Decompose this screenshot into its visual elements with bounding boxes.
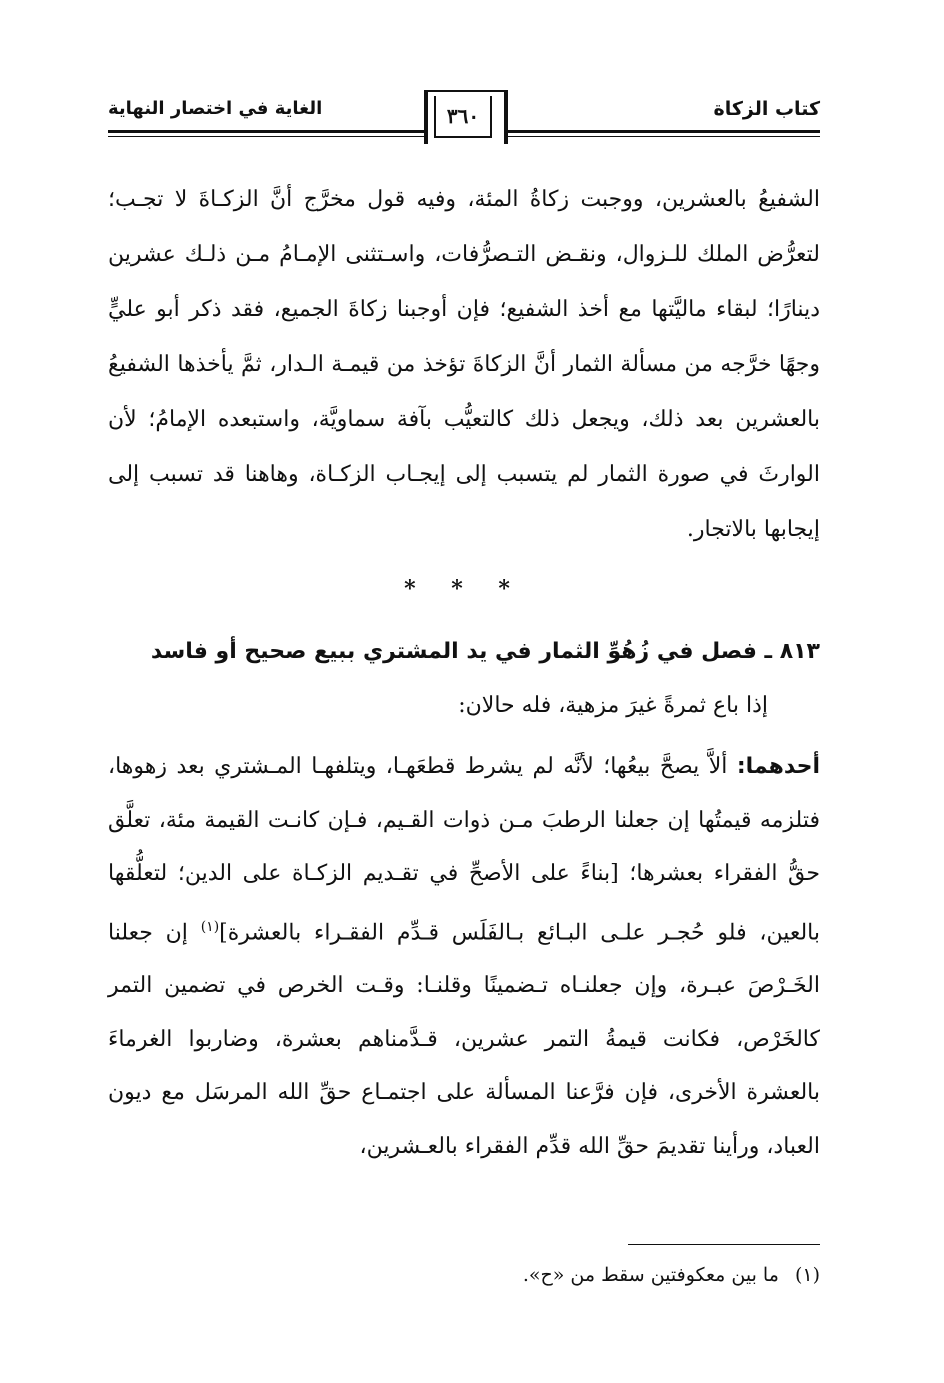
footnote-number: (١) <box>794 1264 820 1286</box>
footnote-rule <box>628 1244 820 1245</box>
footnote <box>108 1260 820 1290</box>
footnote-text: ما بين معكوفتين سقط من «ح». <box>522 1264 779 1286</box>
section-separator: * * * <box>404 576 524 602</box>
paragraph-continuation <box>108 172 820 557</box>
paragraph-2-text: ألاَّ يصحَّ بيعُها؛ لأنَّه لم يشرط قطعَهـا، ويتلفهـا المـشتري بعد زهوها، فتلزمه قيمتُها إن جعلنا الرطبَ مـن ذوات القـيم، فـإن كانـت القيمة مئة، تعلَّق حقُّ الفقراء بعشرها؛ [بناءً على الأصحِّ في تقـديم الزكـاة على الدين؛ لتعلُّقها بالعين، فلو حُجـر علـى البـائع بـالفَلَس قـدِّم الفقـراء بالعشرة] <box>108 754 821 945</box>
intro-line: إذا باع ثمرةً غيرَ مزهية، فله حالان: <box>458 693 768 718</box>
page-number: ٣٦٠ <box>434 96 492 138</box>
paragraph-2-text-after: إن جعلنا الخَـرْصَ عبـرة، وإن جعلنـاه تـضمينًا وقلنـا: وقـت الخرص في تضمين التمر كالخَرْص، فكانت قيمةُ التمر عشرين، قـدَّمناهم بعشرة، وضاربوا الغرماءَ بالعشرة الأخرى، فإن فرَّعنا المسألة على اجتمـاع حقِّ الله المرسَل مع ديون العباد، ورأينا تقديمَ حقِّ الله قدِّم الفقراء بالعـشرين، <box>108 919 820 1159</box>
footnote-ref[interactable]: (١) <box>200 918 220 935</box>
paragraph-lead: أحدهما: <box>736 754 820 779</box>
running-head-chapter: كتاب الزكاة <box>713 98 820 120</box>
section-heading: ٨١٣ ـ فصل في زُهُوِّ الثمار في يد المشتري ببيع صحيح أو فاسد <box>150 639 820 664</box>
paragraph-1: الشفيعُ بالعشرين، ووجبت زكاةُ المئة، وفيه قول مخرَّج أنَّ الزكـاةَ لا تجـب؛ لتعرُّض الملك للـزوال، ونقـض التـصرُّفات، واسـتثنى الإمـامُ مـن ذلـك عشرين دينارًا؛ لبقاء ماليَّتها مع أخذ الشفيع؛ فإن أوجبنا زكاةَ الجميع، فقد ذكر أبو عليٍّ وجهًا خرَّجه من مسألة الثمار أنَّ الزكاةَ تؤخذ من قيمـة الـدار، ثمَّ يأخذها الشفيعُ بالعشرين بعد ذلك، ويجعل ذلك كالتعيُّب بآفة سماويَّة، واستبعده الإمامُ؛ لأن الوارثَ في صورة الثمار لم يتسبب إلى إيجـاب الزكـاة، وهاهنا قد تسبب إلى إيجابها بالاتجار. <box>108 187 820 542</box>
paragraph-2 <box>108 740 820 1173</box>
page-number-frame <box>424 90 504 148</box>
running-head-title: الغاية في اختصار النهاية <box>108 98 323 119</box>
page-header <box>108 92 820 152</box>
